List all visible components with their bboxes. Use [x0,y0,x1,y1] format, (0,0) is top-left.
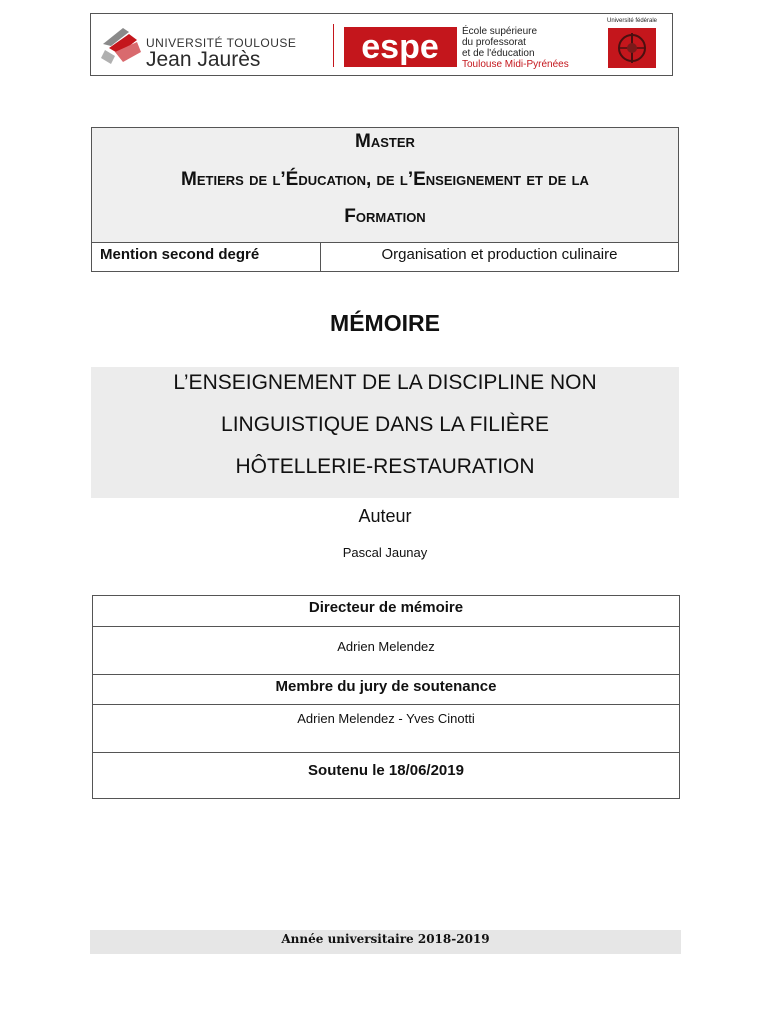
svg-text:espe: espe [361,28,439,66]
memoire-heading: MÉMOIRE [330,310,440,336]
academic-year: Année universitaire 2018-2019 [281,932,490,946]
defense-date-row [93,753,679,798]
espe-logo [344,27,457,67]
director-label: Directeur de mémoire [308,599,464,616]
director-name-row [93,627,679,675]
master-info-block [91,127,679,272]
thesis-title-box [91,367,679,498]
author-label: Auteur [358,506,412,526]
jury-names-row [93,705,679,753]
espe-line: École supérieure [462,26,538,37]
banner-divider [333,24,334,67]
director-label-row [93,596,679,627]
jury-label-row [93,675,679,705]
mention-value: Organisation et production culinaire [381,246,618,263]
jury-table [92,595,680,799]
thesis-title-line: L’ENSEIGNEMENT DE LA DISCIPLINE NON [173,371,597,394]
master-program-line: Metiers de l’Éducation, de l’Enseignement et de la [181,169,589,190]
logo-banner [90,13,673,76]
mention-row [92,242,678,271]
espe-description [462,26,569,70]
mention-label: Mention second degré [100,246,260,263]
espe-line-region: Toulouse Midi-Pyrénées [462,59,569,70]
espe-line: du professorat [462,37,526,48]
master-heading-area [92,128,678,242]
federal-university-logo [602,18,662,72]
academic-year-bar [90,930,681,954]
defense-date: Soutenu le 18/06/2019 [308,762,464,779]
university-name-small: UNIVERSITÉ TOULOUSE [146,36,297,50]
university-name-large: Jean Jaurès [146,48,261,71]
federal-university-emblem-icon [608,28,656,68]
director-name: Adrien Melendez [337,639,435,654]
mention-label-cell [92,243,321,271]
federal-university-title: Université fédérale [606,18,658,24]
master-title: Master [355,131,415,152]
jury-names: Adrien Melendez - Yves Cinotti [297,711,475,726]
master-program-line: Formation [344,206,426,227]
author-name: Pascal Jaunay [342,545,428,560]
university-toulouse-logo-icon [99,22,145,68]
thesis-title-line: HÔTELLERIE-RESTAURATION [235,455,535,478]
jury-label: Membre du jury de soutenance [275,678,497,695]
thesis-title-line: LINGUISTIQUE DANS LA FILIÈRE [221,413,549,436]
espe-line: et de l'éducation [462,48,535,59]
